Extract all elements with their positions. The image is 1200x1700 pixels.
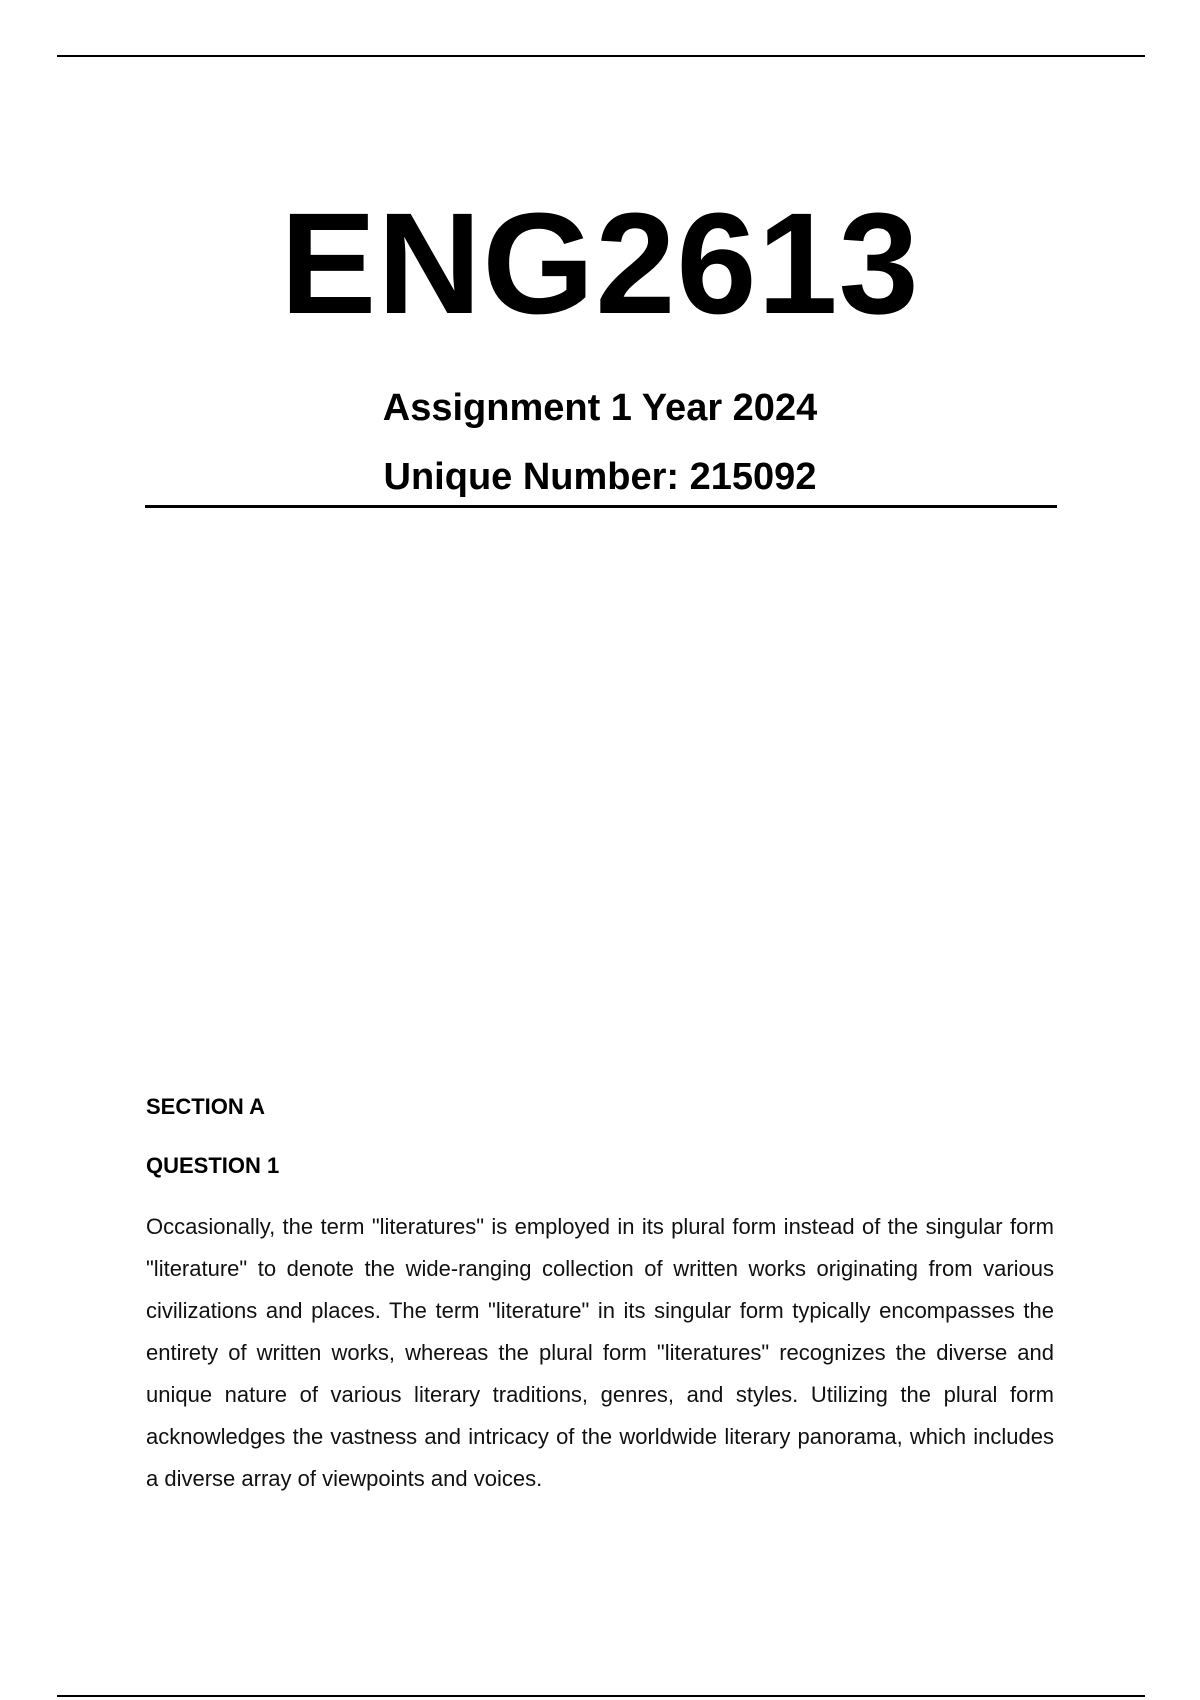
assignment-subtitle: Assignment 1 Year 2024: [382, 387, 818, 429]
section-heading: SECTION A: [146, 1094, 265, 1119]
course-code-title: ENG2613: [280, 183, 920, 344]
bottom-divider: [57, 1695, 1145, 1697]
title-underline: [145, 505, 1057, 508]
answer-paragraph: Occasionally, the term "literatures" is employed in its plural form instead of the singular form "literature" to denote the wide-ranging collection of written works originating from various civilizations and places. The term "literature" in its singular form typically encompasses the entirety of written works, whereas the plural form "literatures" recognizes the diverse and unique nature of various literary traditions, genres, and styles. Utilizing the plural form acknowledges the vastness and intricacy of the worldwide literary panorama, which includes a diverse array of viewpoints and voices.: [146, 1214, 1054, 1491]
question-heading: QUESTION 1: [146, 1153, 280, 1178]
unique-number-subtitle: Unique Number: 215092: [383, 456, 817, 498]
top-divider: [57, 55, 1145, 57]
